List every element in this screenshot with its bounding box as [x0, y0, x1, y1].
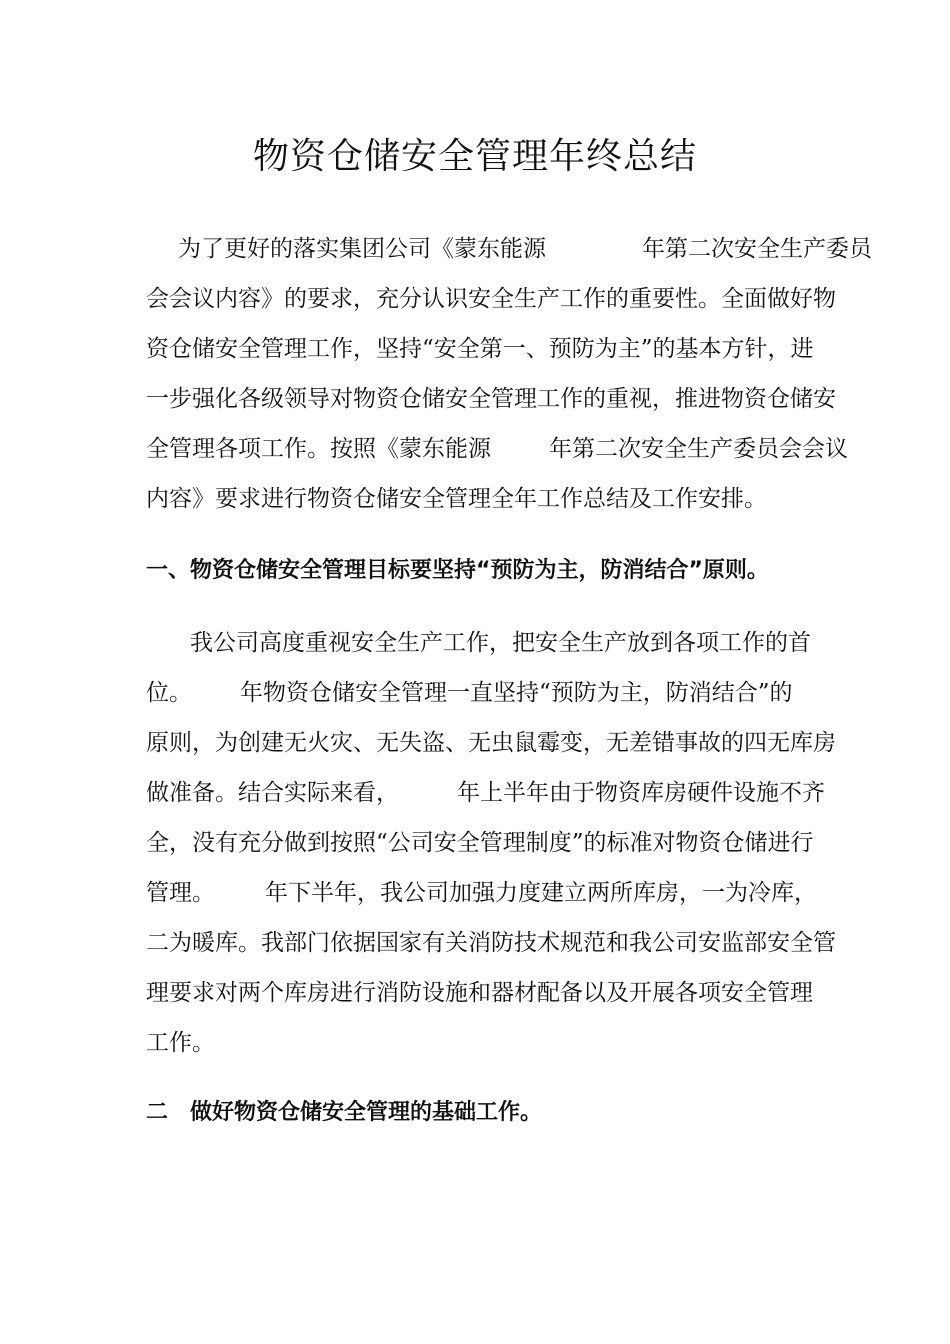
heading-text: 做好物资仓储安全管理的基础工作。 — [190, 1100, 543, 1125]
section-heading-1: 一、物资仓储安全管理目标要坚持“预防为主，防消结合”原则。 — [146, 558, 769, 583]
paragraph-1-line-6: 内容》要求进行物资仓储安全管理全年工作总结及工作安排。 — [146, 486, 767, 512]
text-segment: 年上半年由于物资库房硬件设施不齐 — [457, 780, 825, 806]
section-heading-2 — [146, 1098, 542, 1128]
text-segment: 做准备。结合实际来看， — [146, 780, 399, 806]
paragraph-2-line-1: 我公司高度重视安全生产工作，把安全生产放到各项工作的首 — [190, 630, 811, 656]
paragraph-2-line-8: 理要求对两个库房进行消防设施和器材配备以及开展各项安全管理 — [146, 980, 813, 1006]
paragraph-1-line-3: 资仓储安全管理工作，坚持“安全第一、预防为主”的基本方针，进 — [146, 336, 814, 362]
heading-number: 二 — [146, 1100, 169, 1125]
text-segment: 年第二次安全生产委员 — [642, 236, 872, 262]
text-segment: 全管理各项工作。按照《蒙东能源 — [146, 436, 491, 462]
paragraph-1-line-4: 一步强化各级领导对物资仓储安全管理工作的重视，推进物资仓储安 — [146, 386, 836, 412]
text-segment: 为了更好的落实集团公司《蒙东能源 — [178, 236, 546, 262]
blank-gap — [491, 455, 549, 456]
paragraph-2-line-6 — [146, 878, 817, 908]
paragraph-2-line-3: 原则，为创建无火灾、无失盗、无虫鼠霉变，无差错事故的四无库房 — [146, 730, 836, 756]
paragraph-1-line-2: 会会议内容》的要求，充分认识安全生产工作的重要性。全面做好物 — [146, 286, 836, 312]
text-segment: 位。 — [146, 680, 192, 706]
page-title: 物资仓储安全管理年终总结 — [252, 136, 697, 177]
paragraph-2-line-5: 全，没有充分做到按照“公司安全管理制度”的标准对物资仓储进行 — [146, 830, 814, 856]
paragraph-1-line-5 — [146, 434, 848, 464]
text-segment: 年下半年，我公司加强力度建立两所库房，一为冷库， — [265, 880, 817, 906]
blank-gap — [399, 799, 457, 800]
blank-gap — [546, 255, 642, 256]
text-segment: 年物资仓储安全管理一直坚持“预防为主，防消结合”的 — [240, 680, 793, 706]
blank-gap — [215, 899, 265, 900]
text-segment: 年第二次安全生产委员会会议 — [549, 436, 848, 462]
paragraph-2-line-2 — [146, 678, 793, 708]
blank-gap — [192, 699, 240, 700]
paragraph-2-line-4 — [146, 778, 825, 808]
paragraph-2-line-7: 二为暖库。我部门依据国家有关消防技术规范和我公司安监部安全管 — [146, 930, 836, 956]
text-segment: 管理。 — [146, 880, 215, 906]
blank-gap — [168, 1118, 190, 1119]
paragraph-2-line-9: 工作。 — [146, 1030, 215, 1056]
paragraph-1-line-1 — [178, 234, 872, 264]
